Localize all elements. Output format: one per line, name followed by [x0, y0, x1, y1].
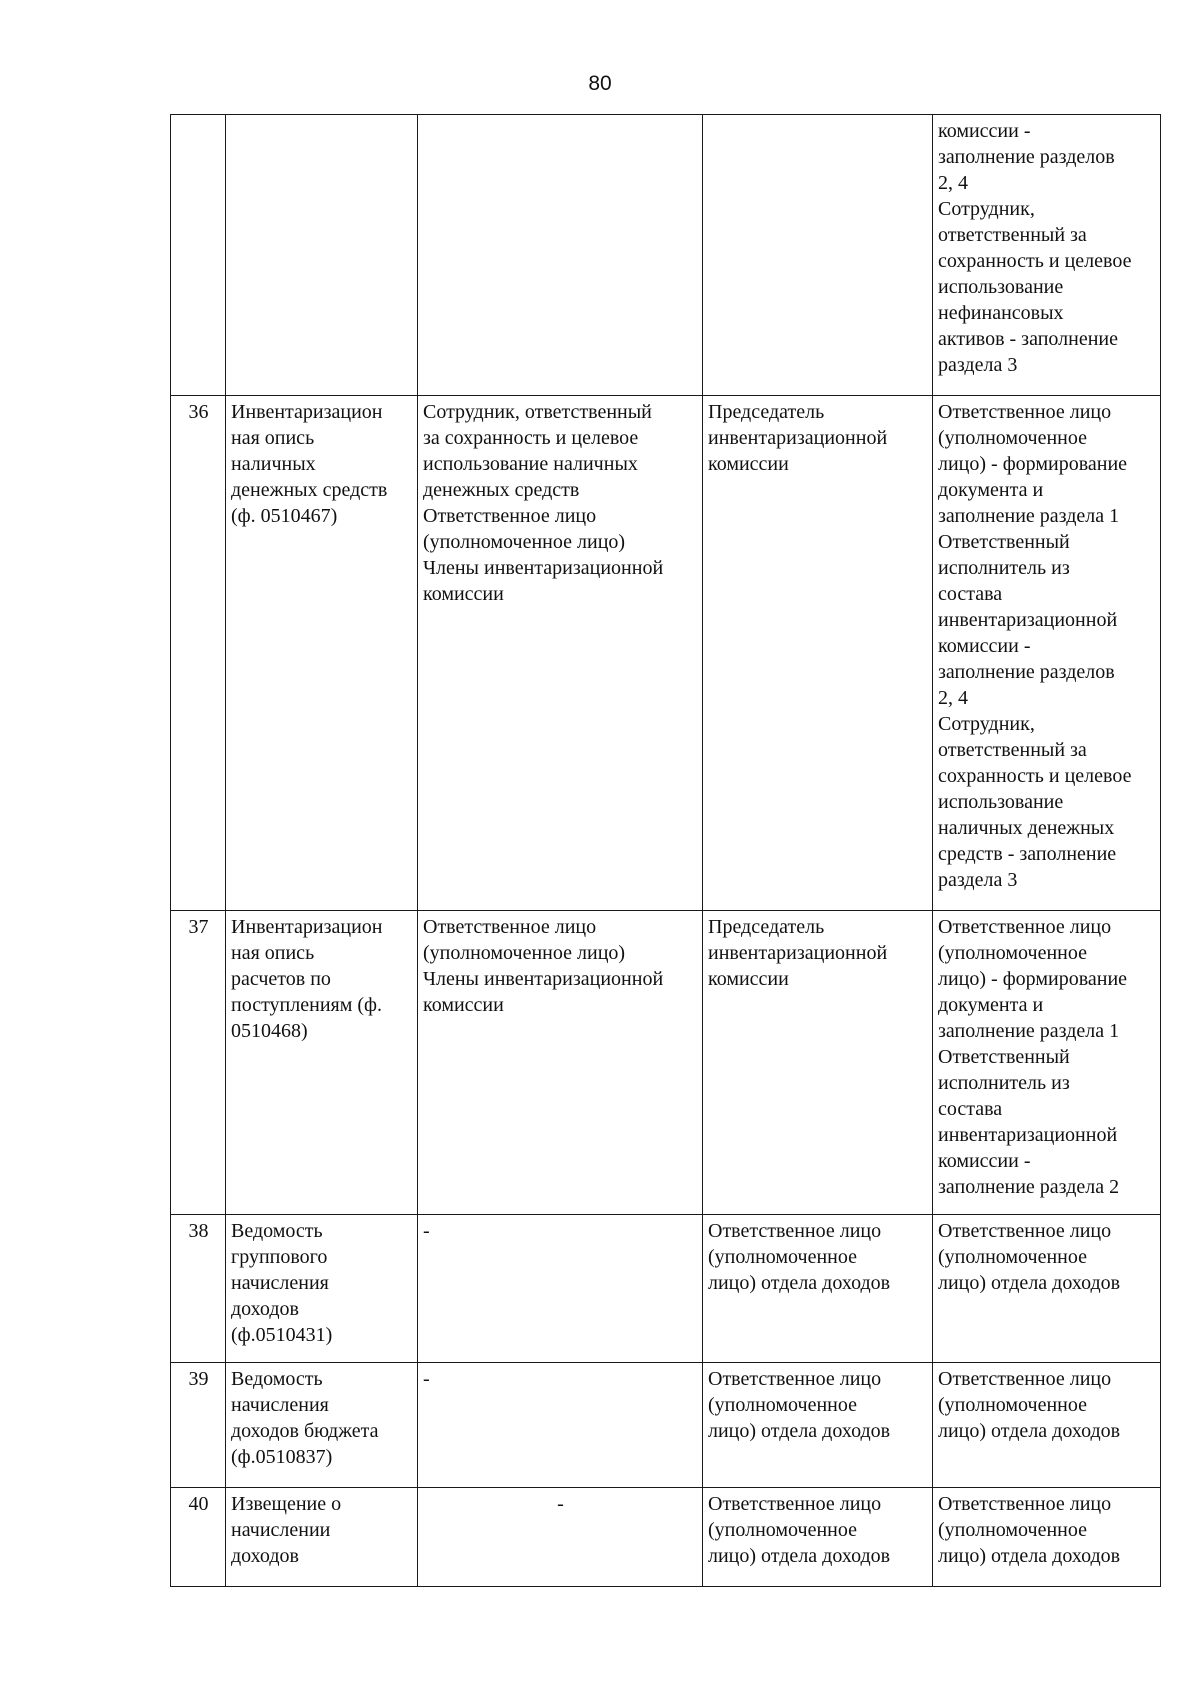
row-number-cell: 37 [171, 911, 226, 1215]
cell-line: раздела 3 [938, 869, 1018, 891]
cell-line: (уполномоченное лицо) [423, 531, 626, 553]
participants-cell [418, 1488, 703, 1587]
cell-line: доходов [231, 1545, 299, 1567]
signer-cell [703, 115, 933, 396]
cell-line: денежных средств [423, 479, 580, 501]
document-name-cell [226, 911, 418, 1215]
cell-line: (уполномоченное [938, 1246, 1088, 1268]
responsible-cell [933, 396, 1161, 911]
table-row [171, 115, 1161, 396]
table-row [171, 1488, 1161, 1587]
cell-line: Ответственный [938, 1046, 1070, 1068]
cell-line: доходов [231, 1298, 299, 1320]
participants-cell [418, 911, 703, 1215]
cell-line: заполнение разделов [938, 661, 1115, 683]
cell-line: лицо) - формирование [938, 968, 1128, 990]
participants-cell [418, 1363, 703, 1488]
table-row [171, 1363, 1161, 1488]
cell-line: Инвентаризацион [231, 916, 383, 938]
cell-line: - [423, 1220, 430, 1242]
cell-line: комиссии [423, 994, 504, 1016]
cell-line: (уполномоченное [708, 1519, 858, 1541]
cell-line: заполнение раздела 2 [938, 1176, 1120, 1198]
cell-line: инвентаризационной [938, 1124, 1118, 1146]
cell-line: (уполномоченное [938, 942, 1088, 964]
cell-line: использование наличных [423, 453, 638, 475]
table-row [171, 911, 1161, 1215]
cell-line: (уполномоченное лицо) [423, 942, 626, 964]
cell-line: Ответственное лицо [423, 916, 597, 938]
cell-line: Сотрудник, [938, 713, 1035, 735]
cell-line: средств - заполнение [938, 843, 1117, 865]
cell-line: лицо) отдела доходов [708, 1272, 891, 1294]
cell-line: Ведомость [231, 1368, 323, 1390]
cell-line: поступлениям (ф. [231, 994, 382, 1016]
cell-line: (ф.0510431) [231, 1324, 333, 1346]
cell-line: комиссии - [938, 1150, 1031, 1172]
participants-cell [418, 1215, 703, 1363]
signer-cell [703, 1215, 933, 1363]
cell-line: Ведомость [231, 1220, 323, 1242]
cell-line: комиссии - [938, 635, 1031, 657]
responsible-cell [933, 115, 1161, 396]
page-number: 80 [588, 72, 612, 95]
cell-line: Председатель [708, 401, 825, 423]
row-number-cell: 36 [171, 396, 226, 911]
cell-line: (уполномоченное [708, 1394, 858, 1416]
cell-line: заполнение разделов [938, 146, 1115, 168]
cell-line: использование [938, 791, 1064, 813]
responsible-cell [933, 911, 1161, 1215]
cell-line: (ф. 0510467) [231, 505, 338, 527]
cell-line: заполнение раздела 1 [938, 1020, 1120, 1042]
responsible-cell [933, 1488, 1161, 1587]
cell-line: комиссии [423, 583, 504, 605]
cell-line: заполнение раздела 1 [938, 505, 1120, 527]
cell-line: ответственный за [938, 224, 1087, 246]
cell-line: нефинансовых [938, 302, 1064, 324]
table-row [171, 1215, 1161, 1363]
responsible-cell [933, 1215, 1161, 1363]
cell-line: доходов бюджета [231, 1420, 379, 1442]
cell-line: 2, 4 [938, 172, 968, 194]
cell-line: Члены инвентаризационной [423, 557, 664, 579]
signer-cell [703, 1488, 933, 1587]
cell-line: документа и [938, 479, 1044, 501]
document-name-cell [226, 396, 418, 911]
signer-cell [703, 911, 933, 1215]
cell-line: Ответственное лицо [938, 1493, 1112, 1515]
cell-line: (уполномоченное [938, 427, 1088, 449]
cell-line: Извещение о [231, 1493, 342, 1515]
cell-line: начисления [231, 1394, 329, 1416]
cell-line: исполнитель из [938, 557, 1070, 579]
cell-line: Ответственный [938, 531, 1070, 553]
document-name-cell [226, 1215, 418, 1363]
cell-line: 0510468) [231, 1020, 308, 1042]
cell-line: - [423, 1368, 430, 1390]
table-row [171, 396, 1161, 911]
cell-line: комиссии - [938, 120, 1031, 142]
cell-line: Инвентаризацион [231, 401, 383, 423]
cell-line: документа и [938, 994, 1044, 1016]
cell-line: комиссии [708, 968, 789, 990]
cell-line: использование [938, 276, 1064, 298]
cell-line: лицо) отдела доходов [938, 1545, 1121, 1567]
cell-line: инвентаризационной [708, 427, 888, 449]
cell-line: сохранность и целевое [938, 250, 1132, 272]
row-number-cell: 39 [171, 1363, 226, 1488]
document-name-cell [226, 1488, 418, 1587]
cell-line: расчетов по [231, 968, 331, 990]
cell-line: раздела 3 [938, 354, 1018, 376]
responsible-cell [933, 1363, 1161, 1488]
cell-line: сохранность и целевое [938, 765, 1132, 787]
cell-line: (уполномоченное [938, 1394, 1088, 1416]
cell-line: лицо) отдела доходов [938, 1420, 1121, 1442]
cell-line: активов - заполнение [938, 328, 1118, 350]
cell-line: инвентаризационной [708, 942, 888, 964]
cell-line: инвентаризационной [938, 609, 1118, 631]
cell-line: наличных денежных [938, 817, 1115, 839]
cell-line: Члены инвентаризационной [423, 968, 664, 990]
row-number-cell: 40 [171, 1488, 226, 1587]
cell-line: Председатель [708, 916, 825, 938]
cell-line: ответственный за [938, 739, 1087, 761]
cell-line: состава [938, 583, 1003, 605]
cell-line: наличных [231, 453, 316, 475]
document-name-cell [226, 115, 418, 396]
cell-line: группового [231, 1246, 328, 1268]
cell-line: (уполномоченное [938, 1519, 1088, 1541]
cell-line: лицо) отдела доходов [708, 1420, 891, 1442]
cell-line: - [557, 1493, 564, 1515]
cell-line: лицо) - формирование [938, 453, 1128, 475]
cell-line: исполнитель из [938, 1072, 1070, 1094]
cell-line: ная опись [231, 942, 315, 964]
cell-line: Сотрудник, ответственный [423, 401, 652, 423]
cell-line: Ответственное лицо [708, 1220, 882, 1242]
cell-line: денежных средств [231, 479, 388, 501]
cell-line: лицо) отдела доходов [938, 1272, 1121, 1294]
cell-line: Ответственное лицо [708, 1368, 882, 1390]
cell-line: Ответственное лицо [938, 401, 1112, 423]
cell-line: (уполномоченное [708, 1246, 858, 1268]
document-name-cell [226, 1363, 418, 1488]
cell-line: начисления [231, 1272, 329, 1294]
signer-cell [703, 1363, 933, 1488]
participants-cell [418, 396, 703, 911]
row-number-cell [171, 115, 226, 396]
cell-line: Ответственное лицо [423, 505, 597, 527]
cell-line: ная опись [231, 427, 315, 449]
signer-cell [703, 396, 933, 911]
cell-line: комиссии [708, 453, 789, 475]
cell-line: Ответственное лицо [708, 1493, 882, 1515]
cell-line: Сотрудник, [938, 198, 1035, 220]
cell-line: лицо) отдела доходов [708, 1545, 891, 1567]
participants-cell [418, 115, 703, 396]
cell-line: начислении [231, 1519, 331, 1541]
cell-line: Ответственное лицо [938, 1368, 1112, 1390]
cell-line: за сохранность и целевое [423, 427, 639, 449]
cell-line: Ответственное лицо [938, 1220, 1112, 1242]
document-table [170, 114, 1161, 1587]
cell-line: (ф.0510837) [231, 1446, 333, 1468]
cell-line: 2, 4 [938, 687, 968, 709]
cell-line: состава [938, 1098, 1003, 1120]
cell-line: Ответственное лицо [938, 916, 1112, 938]
row-number-cell: 38 [171, 1215, 226, 1363]
